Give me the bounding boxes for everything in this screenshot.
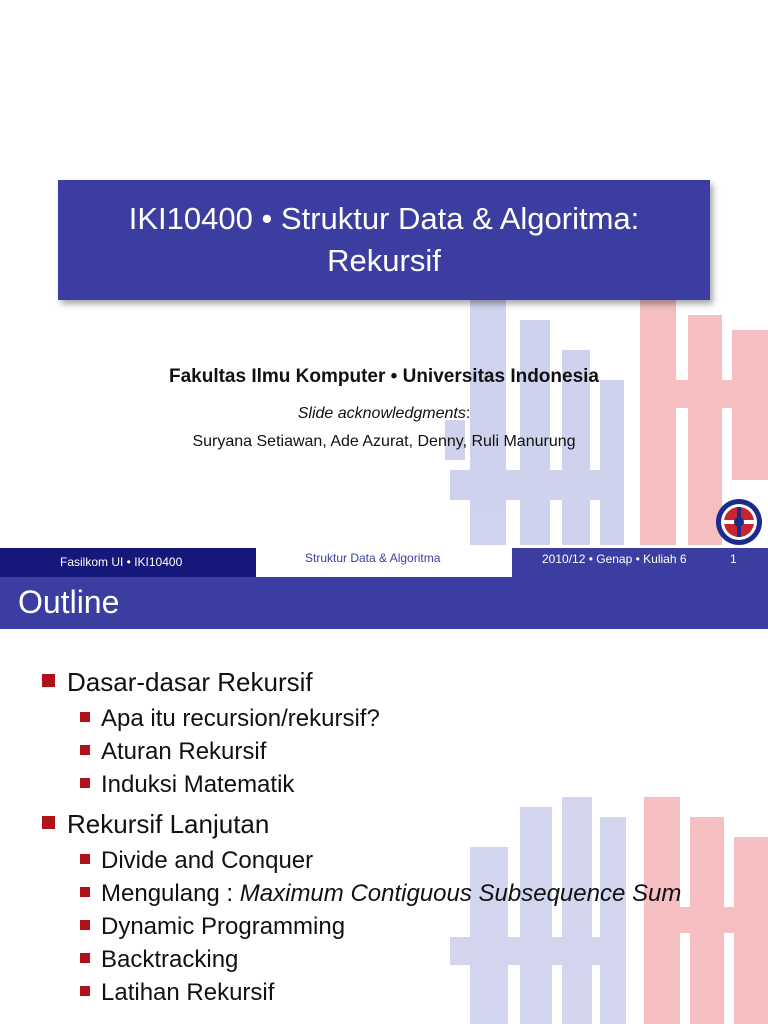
bullet-square-icon [80, 745, 90, 755]
footer-term: 2010/12 • Genap • Kuliah 6 [542, 552, 687, 566]
acknowledgments-label: Slide acknowledgments: [297, 405, 471, 422]
faculty-name: Fakultas Ilmu Komputer • Universitas Indonesia [168, 366, 600, 387]
list-item: Rekursif Lanjutan [42, 809, 269, 840]
bullet-square-icon [80, 854, 90, 864]
slide-title-line2: Rekursif [327, 243, 441, 278]
list-item: Dasar-dasar Rekursif [42, 667, 313, 698]
outline-title-bar [0, 577, 768, 629]
list-item: Mengulang : Maximum Contiguous Subsequence Sum [80, 880, 681, 908]
bullet-square-icon [42, 674, 55, 687]
bullet-square-icon [80, 953, 90, 963]
bullet-square-icon [80, 887, 90, 897]
bullet-square-icon [80, 920, 90, 930]
title-box [58, 180, 710, 300]
outline-slide [0, 577, 768, 1024]
bullet-square-icon [80, 778, 90, 788]
list-item: Divide and Conquer [80, 847, 313, 875]
list-item: Dynamic Programming [80, 913, 345, 941]
list-item: Induksi Matematik [80, 771, 294, 799]
bullet-square-icon [80, 712, 90, 722]
italic-topic: Maximum Contiguous Subsequence Sum [239, 880, 682, 907]
list-item: Apa itu recursion/rekursif? [80, 705, 380, 733]
footer-course: Fasilkom UI • IKI10400 [60, 555, 183, 569]
university-seal-icon [714, 497, 764, 547]
slide-title: Outline [18, 584, 120, 620]
list-item: Aturan Rekursif [80, 738, 266, 766]
acknowledgments-names: Suryana Setiawan, Ade Azurat, Denny, Ruli Manurung [192, 433, 576, 450]
footer-page-number: 1 [730, 552, 737, 566]
list-item: Latihan Rekursif [80, 979, 274, 1007]
footer-subject: Struktur Data & Algoritma [305, 551, 441, 565]
slide-title-line1: IKI10400 • Struktur Data & Algoritma: [128, 201, 640, 236]
bullet-square-icon [80, 986, 90, 996]
list-item: Backtracking [80, 946, 238, 974]
bullet-square-icon [42, 816, 55, 829]
slide-footer [0, 548, 768, 577]
